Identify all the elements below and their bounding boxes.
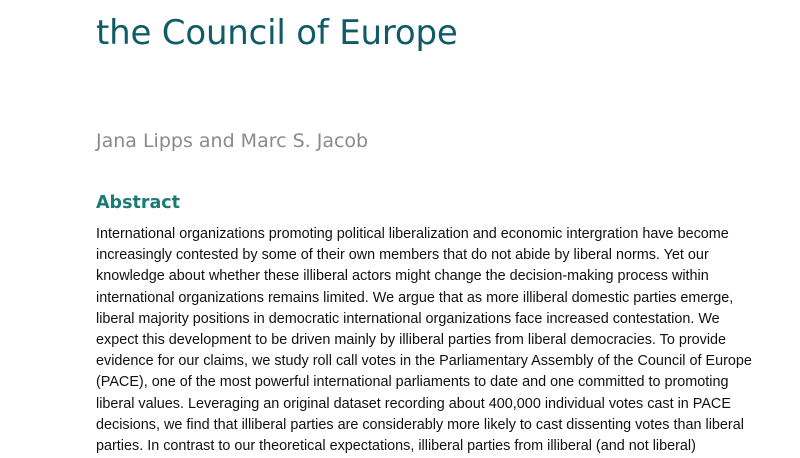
- abstract-line: evidence for our claims, we study roll call votes in the Parliamentary Assembly of the Council of Europe: [96, 353, 752, 370]
- paper-title: [96, 0, 786, 62]
- abstract-line: decisions, we find that illiberal parties are considerably more likely to cast dissenting votes than liberal: [96, 416, 744, 433]
- abstract-line: increasingly contested by some of their own members that do not abide by liberal norms. Yet our: [96, 247, 709, 264]
- paper-authors: Jana Lipps and Marc S. Jacob: [96, 130, 369, 152]
- abstract-body: [96, 224, 796, 457]
- abstract-line: liberal values. Leveraging an original dataset recording about 400,000 individual votes cast in PACE: [96, 395, 731, 412]
- abstract-heading: Abstract: [96, 193, 181, 213]
- abstract-line: (PACE), one of the most powerful international parliaments to date and one committed to promoting: [96, 374, 729, 391]
- title-line-2: the Council of Europe: [96, 13, 458, 53]
- abstract-line: knowledge about whether these illiberal actors might change the decision-making process within: [96, 268, 709, 285]
- abstract-line: International organizations promoting political liberalization and economic intergration have become: [96, 226, 729, 242]
- abstract-line: expect this development to be driven mainly by illiberal parties from liberal democracies. To provide: [96, 332, 727, 349]
- abstract-line: parties. In contrast to our theoretical expectations, illiberal parties from illiberal (and not liberal): [96, 438, 696, 455]
- abstract-line: liberal majority positions in democratic international organizations face increased contestation. We: [96, 310, 720, 327]
- abstract-line: international organizations remains limited. We argue that as more illiberal domestic parties emerge,: [96, 289, 734, 306]
